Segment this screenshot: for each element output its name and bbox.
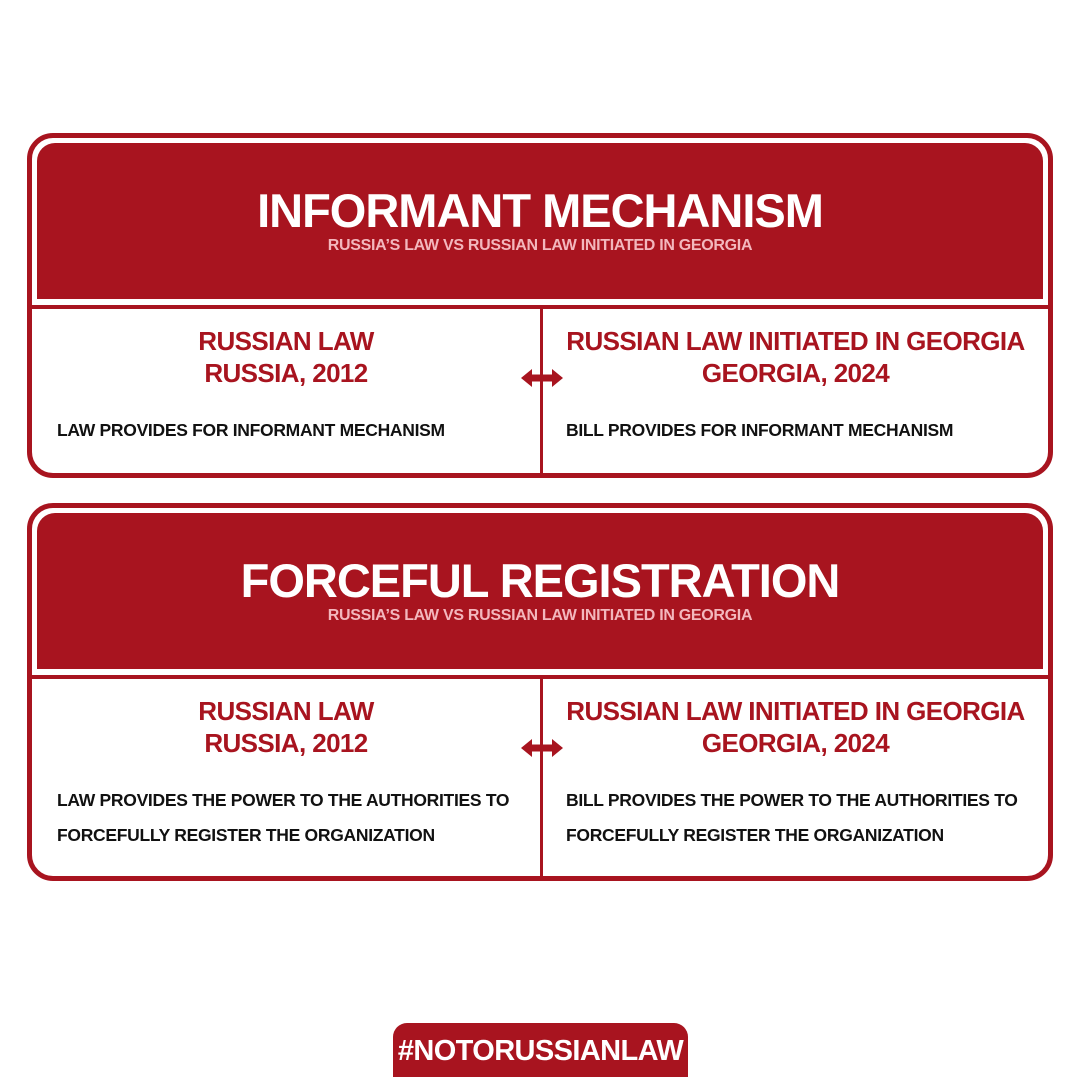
column-description: LAW PROVIDES THE POWER TO THE AUTHORITIES TO FORCEFULLY REGISTER THE ORGANIZATION	[57, 790, 510, 845]
column-heading: RUSSIAN LAW	[198, 326, 374, 356]
card-header	[37, 143, 1043, 299]
georgia-law-column	[543, 309, 1048, 448]
column-date: GEORGIA, 2024	[701, 358, 890, 388]
column-heading: RUSSIAN LAW INITIATED IN GEORGIA	[566, 696, 1025, 726]
card-subtitle: RUSSIA’S LAW VS RUSSIAN LAW INITIATED IN GEORGIA	[327, 607, 753, 624]
column-heading: RUSSIAN LAW INITIATED IN GEORGIA	[566, 326, 1025, 356]
column-date: RUSSIA, 2012	[204, 358, 368, 388]
hashtag-banner: #NOTORUSSIANLAW	[393, 1023, 688, 1077]
column-date: RUSSIA, 2012	[204, 728, 368, 758]
russian-law-column	[32, 309, 540, 448]
card-title: INFORMANT MECHANISM	[257, 184, 823, 237]
comparison-card-forceful-registration	[27, 503, 1053, 881]
double-arrow-icon	[521, 368, 563, 388]
column-heading: RUSSIAN LAW	[198, 696, 374, 726]
column-description: LAW PROVIDES FOR INFORMANT MECHANISM	[57, 420, 445, 440]
card-header	[37, 513, 1043, 669]
card-title: FORCEFUL REGISTRATION	[240, 554, 840, 607]
column-description: BILL PROVIDES THE POWER TO THE AUTHORITIES TO FORCEFULLY REGISTER THE ORGANIZATION	[566, 790, 1018, 845]
double-arrow-icon	[521, 738, 563, 758]
column-date: GEORGIA, 2024	[701, 728, 890, 758]
comparison-card-informant-mechanism	[27, 133, 1053, 478]
column-description: BILL PROVIDES FOR INFORMANT MECHANISM	[566, 420, 954, 440]
card-subtitle: RUSSIA’S LAW VS RUSSIAN LAW INITIATED IN GEORGIA	[327, 237, 753, 254]
georgia-law-column	[543, 679, 1048, 853]
russian-law-column	[32, 679, 540, 853]
